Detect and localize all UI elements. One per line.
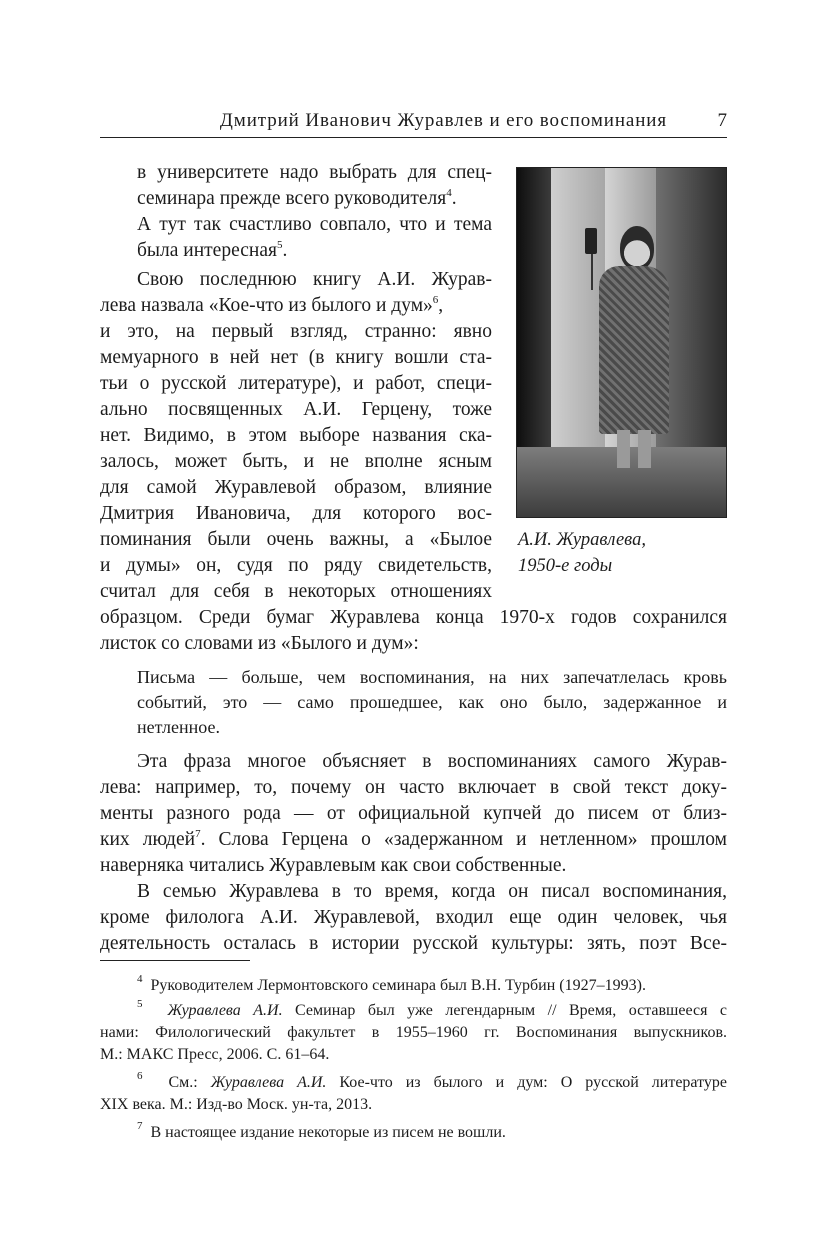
body-line: Свою последнюю книгу А.И. Журав- <box>137 269 492 290</box>
body-line: залось, может быть, и не вполне ясным <box>100 451 492 472</box>
body-line: деятельность осталась в истории русской культуры: зять, поэт Все- <box>100 933 727 954</box>
body-line: мемуарного в ней нет (в книгу вошли ста- <box>100 347 492 368</box>
photo-caption-line: 1950-е годы <box>518 556 613 576</box>
footnote-7: $^7$ В настоящее издание некоторые из писем не вошли. <box>137 1120 506 1141</box>
footnote-separator <box>100 960 250 961</box>
body-line: В семью Журавлева в то время, когда он писал воспоминания, <box>137 881 727 902</box>
body-line: семинара прежде всего руководителя$^4$. <box>137 187 457 209</box>
page-number: 7 <box>717 110 727 131</box>
body-line: поминания были очень важны, а «Былое <box>100 529 492 550</box>
body-line: листок со словами из «Былого и дум»: <box>100 633 419 654</box>
body-line: и думы» он, судя по ряду свидетельств, <box>100 555 492 576</box>
footnote-ref: 5 <box>276 239 283 251</box>
body-line: и это, на первый взгляд, странно: явно <box>100 321 492 342</box>
footnote-ref: 7 <box>195 828 201 840</box>
photo-wall-telephone <box>585 228 597 254</box>
running-header-title: Дмитрий Иванович Журавлев и его воспоминания <box>219 110 667 131</box>
quote-line: Письма — больше, чем воспоминания, на них запечатлелась кровь <box>137 667 727 687</box>
footnote-5: $^5$ Журавлева А.И. Семинар был уже легендарным // Время, оставшееся с <box>137 998 727 1019</box>
footnote-5-line: нами: Филологический факультет в 1955–1960 гг. Воспоминания выпускников. <box>100 1024 727 1041</box>
photo-telephone-cord <box>591 254 593 290</box>
body-line: лева: например, то, почему он часто включает в свой текст доку- <box>100 777 727 798</box>
body-line: для самой Журавлевой образом, влияние <box>100 477 492 498</box>
body-line: нет. Видимо, в этом выборе названия ска- <box>100 425 492 446</box>
footnote-5-line: М.: МАКС Пресс, 2006. С. 61–64. <box>100 1046 330 1063</box>
body-line: тьи о русской литературе), и работ, специ- <box>100 373 492 394</box>
footnote-ref: 6 <box>432 294 439 306</box>
photo-caption <box>518 527 728 579</box>
photo-woman-dress <box>599 266 669 434</box>
footnote-6-line: XIX века. М.: Изд-во Моск. ун-та, 2013. <box>100 1096 373 1113</box>
body-line: Эта фраза многое объясняет в воспоминаниях самого Журав- <box>137 751 727 772</box>
photo-caption-line: А.И. Журавлева, <box>518 530 646 550</box>
body-line: в университете надо выбрать для спец- <box>137 162 492 183</box>
body-line: кроме филолога А.И. Журавлевой, входил еще один человек, чья <box>100 907 727 928</box>
body-line: считал для себя в некоторых отношениях <box>100 581 492 602</box>
photo-woman-head <box>620 226 654 270</box>
footnote-6: $^6$ См.: Журавлева А.И. Кое-что из былого и дум: О русской литературе <box>137 1070 727 1091</box>
body-line: Дмитрия Ивановича, для которого вос- <box>100 503 492 524</box>
body-line: менты разного рода — от официальной купчей до писем от близ- <box>100 803 727 824</box>
body-line: А тут так счастливо совпало, что и тема <box>137 214 492 235</box>
portrait-photo <box>516 167 727 518</box>
photo-woman-legs <box>617 430 651 468</box>
footnote-ref: 4 <box>446 187 452 199</box>
body-line: наверняка читались Журавлевым как свои собственные. <box>100 855 567 876</box>
body-line: образцом. Среди бумаг Журавлева конца 1970-х годов сохранился <box>100 607 727 628</box>
footnote-4: $^4$ Руководителем Лермонтовского семинара был В.Н. Турбин (1927–1993). <box>137 973 646 994</box>
quote-line: событий, это — само прошедшее, как оно было, задержанное и <box>137 692 727 712</box>
body-line: лева назвала «Кое-что из былого и дум»$^6$, <box>100 294 444 316</box>
running-header <box>100 108 727 138</box>
quote-line: нетленное. <box>137 717 220 737</box>
body-line: ких людей$^7$. Слова Герцена о «задержанном и нетленном» прошлом <box>100 828 728 850</box>
body-line: ально посвященных А.И. Герцену, тоже <box>100 399 492 420</box>
body-line: была интересная$^5$. <box>137 239 288 261</box>
